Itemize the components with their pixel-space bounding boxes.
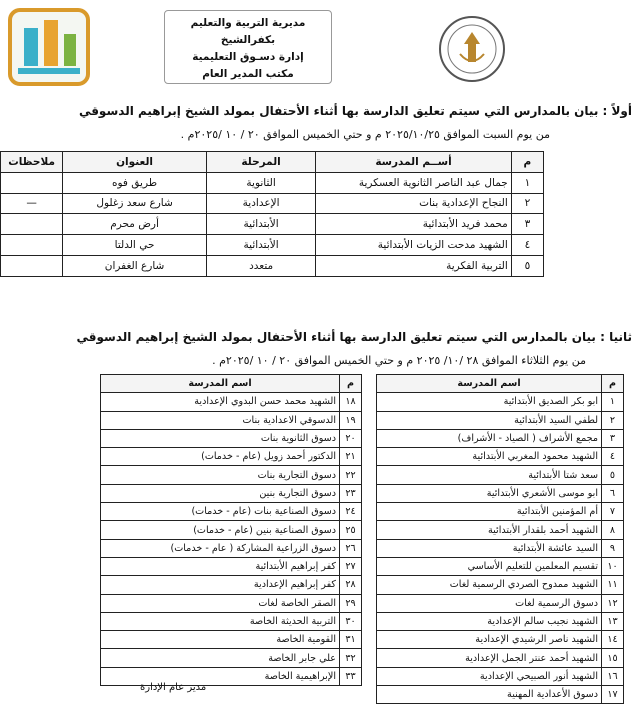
table-row [101, 631, 362, 649]
col-number: م [340, 375, 362, 393]
table-row [1, 214, 544, 235]
table-row [377, 448, 624, 466]
table-row [377, 393, 624, 411]
table-row [1, 193, 544, 214]
row-number: ١٦ [602, 667, 624, 685]
row-number: ١٩ [340, 411, 362, 429]
row-number: ٥ [602, 466, 624, 484]
school-name: التربية الحديثة الخاصة [101, 612, 340, 630]
row-number: ٣١ [340, 631, 362, 649]
school-name: مجمع الأشراف ( الصياد - الأشراف) [377, 429, 602, 447]
row-number: ٢ [602, 411, 624, 429]
row-number: ٣٢ [340, 649, 362, 667]
school-name: السيد عائشة الأبتدائية [377, 539, 602, 557]
header-line-1: مديرية التربية والتعليم بكفرالشيخ [190, 17, 306, 46]
school-note [1, 172, 63, 193]
school-name: كفر إبراهيم الإعدادية [101, 576, 340, 594]
table-row [101, 503, 362, 521]
col-school: أســم المدرسة [316, 152, 512, 173]
school-name: محمد فريد الأبتدائية [316, 214, 512, 235]
directorate-logo [4, 6, 94, 90]
school-name: الإبراهيمية الخاصة [101, 667, 340, 685]
school-name: كفر إبراهيم الأبتدائية [101, 557, 340, 575]
school-address: شارع سعد زغلول [63, 193, 207, 214]
school-name: علي جابر الخاصة [101, 649, 340, 667]
school-name: دسوق الرسمية لغات [377, 594, 602, 612]
school-stage: متعدد [206, 255, 315, 276]
table-row [377, 429, 624, 447]
ministry-seal [430, 14, 514, 84]
table-header-row [1, 152, 544, 173]
table-row [377, 612, 624, 630]
table-row [377, 576, 624, 594]
row-number: ٧ [602, 503, 624, 521]
table-header-row [101, 375, 362, 393]
row-number: ١١ [602, 576, 624, 594]
col-address: العنوان [63, 152, 207, 173]
school-name: الشهيد محمود المغربي الأبتدائية [377, 448, 602, 466]
school-name: تقسيم المعلمين للتعليم الأساسي [377, 557, 602, 575]
table-row [377, 594, 624, 612]
table-row [377, 539, 624, 557]
school-name: ابو موسى الأشعري الأبتدائية [377, 484, 602, 502]
school-stage: الثانوية [206, 172, 315, 193]
school-name: دسوق الصناعية بنين (عام - خدمات) [101, 521, 340, 539]
col-notes: ملاحظات [1, 152, 63, 173]
section2-subheading: من يوم الثلاثاء الموافق ٢٨ /١٠/ ٢٠٢٥ م و حتي الخميس الموافق ٢٠ / ١٠ /٢٠٢٥م . [212, 354, 586, 367]
section1-heading: أولاً : بيان بالمدارس التي سيتم تعليق الدارسة بها أثناء الأحتفال بمولد الشيخ إبراهيم الدسوقي [78, 104, 632, 118]
row-number: ١٢ [602, 594, 624, 612]
school-name: الشهيد ممدوح الصردي الرسمية لغات [377, 576, 602, 594]
table-row [377, 686, 624, 704]
table-row [377, 521, 624, 539]
row-number: ٢ [511, 193, 543, 214]
table-row [101, 557, 362, 575]
row-number: ١ [602, 393, 624, 411]
school-address: حي الدلتا [63, 235, 207, 256]
school-name: الدكتور أحمد زويل (عام - خدمات) [101, 448, 340, 466]
school-address: شارع الغفران [63, 255, 207, 276]
col-stage: المرحلة [206, 152, 315, 173]
row-number: ١٣ [602, 612, 624, 630]
row-number: ٢٣ [340, 484, 362, 502]
row-number: ٢٩ [340, 594, 362, 612]
col-school: اسم المدرسة [377, 375, 602, 393]
school-note [1, 214, 63, 235]
table-row [101, 448, 362, 466]
row-number: ٨ [602, 521, 624, 539]
section1-subheading: من يوم السبت الموافق ٢٠٢٥/١٠/٢٥ م و حتي الخميس الموافق ٢٠ / ١٠ /٢٠٢٥م . [180, 128, 550, 141]
row-number: ٣ [602, 429, 624, 447]
table-row [101, 466, 362, 484]
table-row [101, 393, 362, 411]
col-school: اسم المدرسة [101, 375, 340, 393]
table-row [377, 466, 624, 484]
school-name: الشهيد محمد حسن البدوي الإعدادية [101, 393, 340, 411]
school-name: النجاح الإعدادية بنات [316, 193, 512, 214]
table-row [377, 411, 624, 429]
school-name: أم المؤمنين الأبتدائية [377, 503, 602, 521]
school-name: الدسوقي الاعدادية بنات [101, 411, 340, 429]
table-row [101, 576, 362, 594]
school-name: الشهيد نجيب سالم الإعدادية [377, 612, 602, 630]
school-name: دسوق الصناعية بنات (عام - خدمات) [101, 503, 340, 521]
school-name: سعد شتا الأبتدائية [377, 466, 602, 484]
table-row [377, 484, 624, 502]
row-number: ١٧ [602, 686, 624, 704]
row-number: ٢٥ [340, 521, 362, 539]
school-name: لطفي السيد الأبتدائية [377, 411, 602, 429]
table-row [101, 612, 362, 630]
table-header-row [377, 375, 624, 393]
row-number: ١٤ [602, 631, 624, 649]
col-number: م [511, 152, 543, 173]
row-number: ٣ [511, 214, 543, 235]
school-name: دسوق الأعدادية المهنية [377, 686, 602, 704]
row-number: ٤ [602, 448, 624, 466]
row-number: ١٨ [340, 393, 362, 411]
table-row [377, 649, 624, 667]
row-number: ١ [511, 172, 543, 193]
school-note: — [1, 193, 63, 214]
table-row [1, 255, 544, 276]
row-number: ٣٣ [340, 667, 362, 685]
row-number: ٣٠ [340, 612, 362, 630]
table-row [101, 429, 362, 447]
row-number: ١٠ [602, 557, 624, 575]
directorate-header [164, 10, 332, 84]
school-name: القومية الخاصة [101, 631, 340, 649]
section1-table [0, 151, 544, 277]
table-row [1, 172, 544, 193]
table-row [101, 484, 362, 502]
row-number: ١٥ [602, 649, 624, 667]
school-name: جمال عبد الناصر الثانوية العسكرية [316, 172, 512, 193]
school-name: دسوق التجارية بنات [101, 466, 340, 484]
table-row [101, 411, 362, 429]
school-name: الشهيد أحمد عنتر الجمل الإعدادية [377, 649, 602, 667]
table-row [101, 521, 362, 539]
header-line-2: إدارة دسـوق التعليمية [192, 51, 304, 63]
row-number: ٢٧ [340, 557, 362, 575]
row-number: ٢٠ [340, 429, 362, 447]
row-number: ٢٨ [340, 576, 362, 594]
table-row [1, 235, 544, 256]
school-address: أرض محرم [63, 214, 207, 235]
row-number: ٦ [602, 484, 624, 502]
school-name: دسوق الثانوية بنات [101, 429, 340, 447]
school-name: الشهيد ناصر الرشيدي الإعدادية [377, 631, 602, 649]
table-row [101, 539, 362, 557]
school-address: طريق فوه [63, 172, 207, 193]
row-number: ٥ [511, 255, 543, 276]
table-row [377, 667, 624, 685]
section2-table-right [376, 374, 624, 704]
table-row [101, 649, 362, 667]
section2-heading: ثانيا : بيان بالمدارس التي سيتم تعليق الدارسة بها أثناء الأحتفال بمولد الشيخ إبراهيم الدسوقي [76, 330, 632, 344]
school-stage: الإعدادية [206, 193, 315, 214]
table-row [377, 503, 624, 521]
table-row [101, 594, 362, 612]
section2-table-left [100, 374, 362, 686]
col-number: م [602, 375, 624, 393]
table-row [377, 631, 624, 649]
school-name: الشهيد أنور الصبيحي الإعدادية [377, 667, 602, 685]
school-name: الصقر الخاصة لغات [101, 594, 340, 612]
footer-signature-label: مدير عام الإدارة [140, 682, 207, 693]
row-number: ٩ [602, 539, 624, 557]
school-note [1, 235, 63, 256]
row-number: ٢٦ [340, 539, 362, 557]
school-name: دسوق التجارية بنين [101, 484, 340, 502]
school-stage: الأبتدائية [206, 214, 315, 235]
school-name: التربية الفكرية [316, 255, 512, 276]
school-name: الشهيد أحمد بلقدار الأبتدائية [377, 521, 602, 539]
header-line-3: مكتب المدير العام [202, 68, 294, 80]
table-row [377, 557, 624, 575]
row-number: ٤ [511, 235, 543, 256]
row-number: ٢٢ [340, 466, 362, 484]
school-name: الشهيد مدحت الزيات الأبتدائية [316, 235, 512, 256]
school-stage: الأبتدائية [206, 235, 315, 256]
row-number: ٢١ [340, 448, 362, 466]
school-name: دسوق الزراعية المشاركة ( عام - خدمات) [101, 539, 340, 557]
row-number: ٢٤ [340, 503, 362, 521]
school-note [1, 255, 63, 276]
school-name: ابو بكر الصديق الأبتدائية [377, 393, 602, 411]
